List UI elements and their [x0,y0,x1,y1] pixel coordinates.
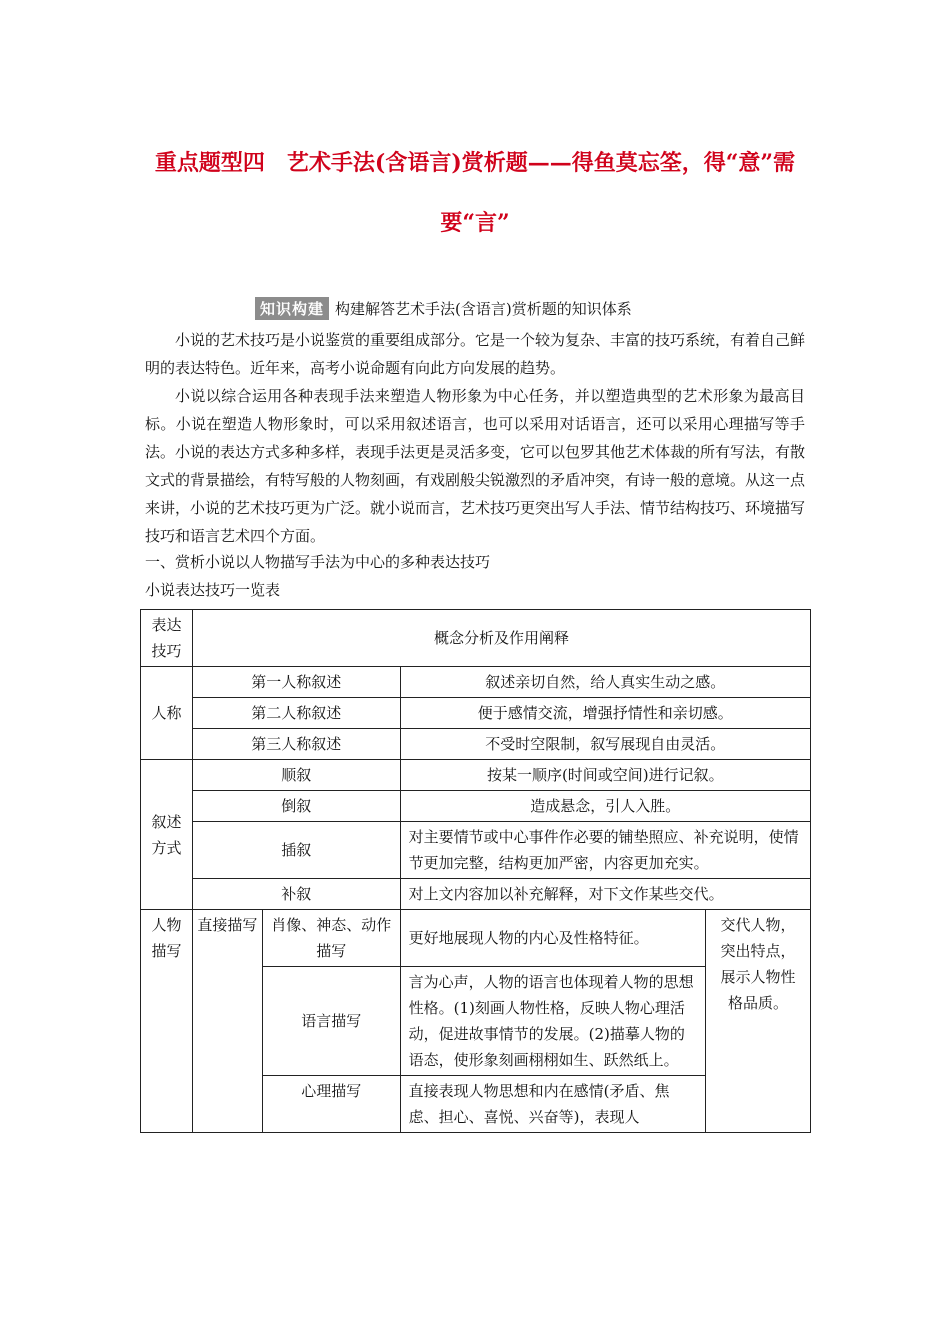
row-name: 语言描写 [262,967,400,1076]
subheading: 一、赏析小说以人物描写手法为中心的多种表达技巧 [145,553,491,571]
row-desc: 更好地展现人物的内心及性格特征。 [400,910,705,967]
paragraph-1: 小说的艺术技巧是小说鉴赏的重要组成部分。它是一个较为复杂、丰富的技巧系统，有着自己鲜明的表达特色。近年来，高考小说命题有向此方向发展的趋势。 [145,331,806,377]
group-person: 人称 [141,667,193,760]
group-narration: 叙述方式 [141,760,193,910]
row-name: 心理描写 [262,1076,400,1133]
row-name: 第三人称叙述 [192,729,400,760]
row-desc: 按某一顺序(时间或空间)进行记叙。 [400,760,810,791]
row-desc: 叙述亲切自然，给人真实生动之感。 [400,667,810,698]
header-analysis: 概念分析及作用阐释 [192,610,810,667]
row-desc: 直接表现人物思想和内在感情(矛盾、焦虑、担心、喜悦、兴奋等)，表现人 [400,1076,705,1133]
row-name: 补叙 [192,879,400,910]
group-character: 人物描写 [141,910,193,1133]
table-header-row [141,610,811,667]
page-title-line-2: 要“言” [440,210,510,236]
row-desc: 言为心声，人物的语言也体现着人物的思想性格。(1)刻画人物性格，反映人物心理活动，促进故事情节的发展。(2)描摹人物的语态，使形象刻画栩栩如生、跃然纸上。 [400,967,705,1076]
table-row [141,698,811,729]
row-desc: 造成悬念，引人入胜。 [400,791,810,822]
row-name: 肖像、神态、动作描写 [262,910,400,967]
section-heading-text: 构建解答艺术手法(含语言)赏析题的知识体系 [335,299,632,318]
character-side-note: 交代人物，突出特点，展示人物性格品质。 [706,910,811,1133]
paragraph-2: 小说以综合运用各种表现手法来塑造人物形象为中心任务，并以塑造典型的艺术形象为最高目标。小说在塑造人物形象时，可以采用叙述语言，也可以采用对话语言，还可以采用心理描写等手法。小说的表达方式多种多样，表现手法更是灵活多变，它可以包罗其他艺术体裁的所有写法，有散文式的背景描绘，有特写般的人物刻画，有戏剧般尖锐激烈的矛盾冲突，有诗一般的意境。从这一点来讲，小说的艺术技巧更为广泛。就小说而言，艺术技巧更突出写人手法、情节结构技巧、环境描写技巧和语言艺术四个方面。 [145,387,806,545]
table-row [141,667,811,698]
table-row [141,760,811,791]
subgroup-direct: 直接描写 [192,910,262,1133]
row-desc: 对主要情节或中心事件作必要的铺垫照应、补充说明，使情节更加完整，结构更加严密，内容更加充实。 [400,822,810,879]
row-name: 倒叙 [192,791,400,822]
table-row [141,822,811,879]
table-row [141,910,811,967]
row-name: 第二人称叙述 [192,698,400,729]
header-technique: 表达技巧 [141,610,193,667]
table-row [141,791,811,822]
section-badge: 知识构建 [255,297,329,320]
row-desc: 不受时空限制，叙写展现自由灵活。 [400,729,810,760]
row-desc: 对上文内容加以补充解释，对下文作某些交代。 [400,879,810,910]
section-heading [255,296,632,320]
row-desc: 便于感情交流，增强抒情性和亲切感。 [400,698,810,729]
row-name: 插叙 [192,822,400,879]
page-title-line-1: 重点题型四 艺术手法(含语言)赏析题——得鱼莫忘筌，得“意”需 [154,150,796,176]
row-name: 顺叙 [192,760,400,791]
row-name: 第一人称叙述 [192,667,400,698]
techniques-table [140,609,811,1133]
table-row [141,729,811,760]
table-caption: 小说表达技巧一览表 [145,581,281,599]
table-row [141,879,811,910]
